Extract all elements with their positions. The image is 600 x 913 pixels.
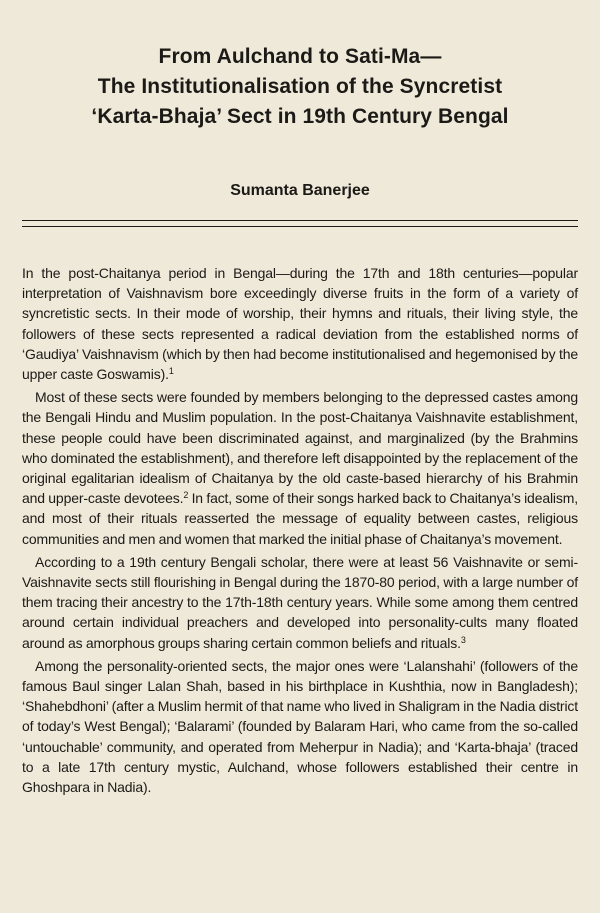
footnote-ref-2: 2	[183, 490, 189, 501]
paragraph-1-text: In the post-Chaitanya period in Bengal—during the 17th and 18th centuries—popular interpretation of Vaishnavism bore exceedingly diverse fruits in the form of a variety of syncretistic sects. In their mode of worship, their hymns and rituals, their living style, the followers of these sects represented a radical deviation from the established norms of ‘Gaudiya’ Vaishnavism (which by then had become institutionalised and hegemonised by the upper caste Goswamis).	[22, 265, 578, 383]
footnote-ref-1: 1	[168, 366, 174, 377]
title-line-2: The Institutionalisation of the Syncretist	[97, 75, 503, 98]
paragraph-2-text-a: Most of these sects were founded by members belonging to the depressed castes among the Bengali Hindu and Muslim population. In the post-Chaitanya Vaishnavite establishment, these people could have been discriminated against, and marginalized (by the Brahmins who dominated the establishment), and therefore left disappointed by the replacement of the original egalitarian idealism of Chaitanya by the old caste-based hierarchy of his Brahmin and upper-caste devotees.	[22, 389, 578, 507]
article-title	[20, 42, 580, 132]
footnote-ref-3: 3	[460, 634, 466, 645]
paragraph-4	[22, 656, 578, 797]
author-name: Sumanta Banerjee	[230, 182, 370, 199]
title-line-1: From Aulchand to Sati-Ma—	[158, 45, 442, 68]
paragraph-2	[22, 387, 578, 549]
paragraph-3-text: According to a 19th century Bengali scholar, there were at least 56 Vaishnavite or semi-Vaishnavite sects still flourishing in Bengal during the 1870-80 period, with a large number of them tracing their ancestry to the 17th-18th century years. While some among them centred around certain individual preachers and developed into personality-cults many floated around as amorphous groups sharing certain common beliefs and rituals.	[22, 553, 578, 651]
article-body	[22, 263, 578, 800]
paragraph-2-text-b: In fact, some of their songs harked back to Chaitanya’s idealism, and most of their rituals reasserted the message of equality between castes, religious communities and men and women that marked the initial phase of Chaitanya’s movement.	[22, 490, 578, 547]
title-line-3: ‘Karta-Bhaja’ Sect in 19th Century Bengal	[91, 105, 509, 128]
paragraph-3	[22, 552, 578, 653]
paragraph-4-text: Among the personality-oriented sects, the major ones were ‘Lalanshahi’ (followers of the famous Baul singer Lalan Shah, based in his birthplace in Kushthia, now in Bangladesh); ‘Shahebdhoni’ (after a Muslim hermit of that name who lived in Shaligram in the Nadia district of today’s West Bengal); ‘Balarami’ (founded by Balaram Hari, who came from the so-called ‘untouchable’ community, and operated from Meherpur in Nadia); and ‘Karta-bhaja’ (traced to a late 17th century mystic, Aulchand, whose followers established their centre in Ghoshpara in Nadia).	[22, 657, 578, 796]
paragraph-1	[22, 263, 578, 384]
header-rule-top	[22, 220, 578, 221]
header-rule-bottom	[22, 226, 578, 227]
